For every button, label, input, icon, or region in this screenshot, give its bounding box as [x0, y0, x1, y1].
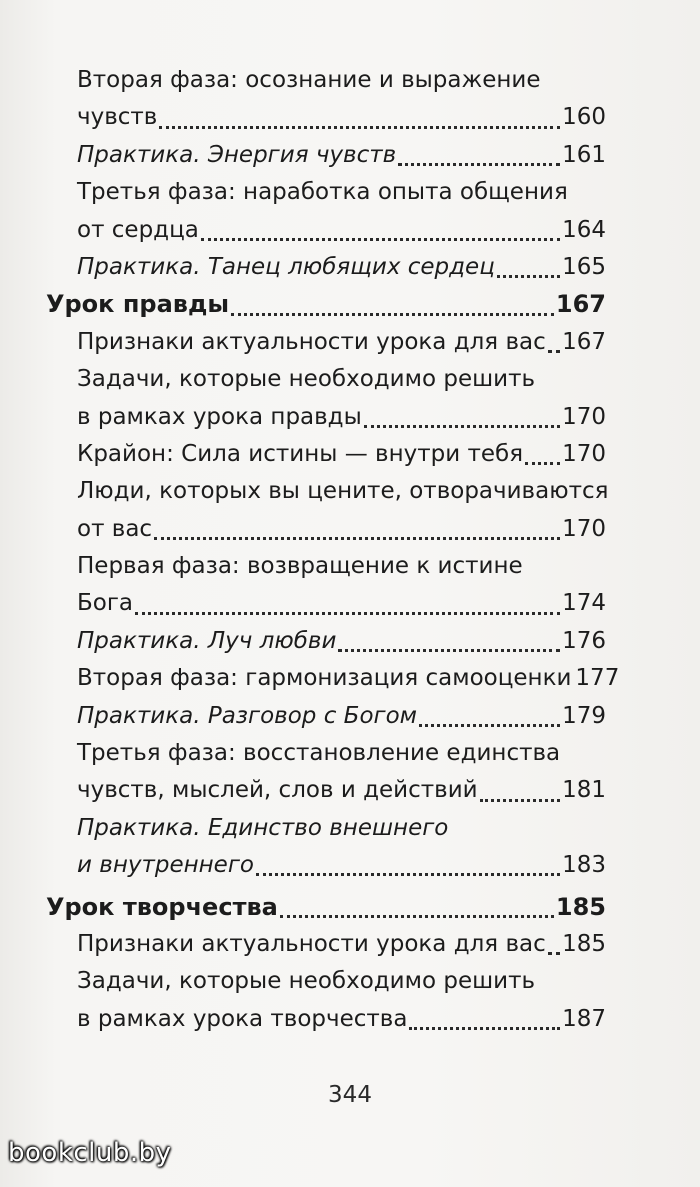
toc-entry-page: 165	[562, 253, 606, 280]
toc-entry	[46, 548, 606, 585]
toc-entry-title: Первая фаза: возвращение к истине	[77, 553, 523, 580]
page-number: 344	[328, 1082, 372, 1108]
toc-entry-title: в рамках урока правды	[77, 403, 362, 430]
toc-entry-title: от сердца	[77, 216, 199, 243]
toc-entry-page: 170	[562, 440, 606, 467]
dot-leader	[135, 612, 560, 615]
dot-leader	[280, 915, 554, 918]
toc-entry	[46, 212, 606, 249]
toc-entry-page: 170	[562, 515, 606, 542]
toc-entry	[46, 660, 620, 697]
toc-entry-title: Признаки актуальности урока для вас	[77, 328, 546, 355]
toc-entry	[46, 324, 606, 361]
toc-entry-page: 177	[575, 665, 620, 692]
toc-entry-title: Третья фаза: наработка опыта общения	[77, 179, 568, 206]
toc-entry	[46, 889, 606, 926]
toc-entry	[46, 623, 606, 660]
toc-entry-page: 183	[562, 852, 606, 879]
toc-entry	[46, 926, 606, 963]
toc-entry-title: Вторая фаза: осознание и выражение	[77, 67, 541, 93]
toc-entry-title: Задачи, которые необходимо решить	[77, 366, 536, 393]
dot-leader	[548, 350, 560, 353]
toc-entry-page: 176	[562, 627, 606, 654]
toc-entry-page: 160	[562, 104, 606, 131]
toc-entry-title: Бога	[77, 590, 134, 617]
toc-entry-page: 187	[562, 1005, 606, 1032]
toc-entry	[46, 511, 606, 548]
toc-entry-title: Практика. Разговор с Богом	[77, 702, 418, 729]
toc-entry	[46, 473, 609, 510]
dot-leader	[480, 799, 561, 802]
dot-leader	[201, 238, 560, 241]
toc-entry	[46, 249, 606, 286]
dot-leader	[525, 462, 560, 465]
toc-entry	[46, 286, 606, 323]
toc-entry	[46, 1001, 606, 1038]
watermark: bookclub.by	[8, 1138, 172, 1168]
toc-entry-title: Практика. Единство внешнего	[77, 814, 449, 841]
table-of-contents	[46, 62, 620, 1038]
toc-entry	[46, 62, 606, 99]
toc-entry	[46, 436, 606, 473]
toc-entry	[46, 99, 606, 136]
toc-entry-title: Урок правды	[46, 290, 230, 319]
toc-entry-title: и внутреннего	[77, 852, 254, 879]
toc-entry-page: 167	[562, 328, 606, 355]
dot-leader	[338, 649, 560, 652]
toc-entry	[46, 698, 606, 735]
toc-entry	[46, 361, 606, 398]
dot-leader	[159, 126, 560, 129]
toc-entry-title: Вторая фаза: гармонизация самооценки	[77, 665, 572, 692]
toc-entry	[46, 847, 606, 884]
toc-entry-title: Практика. Энергия чувств	[77, 141, 397, 168]
toc-entry-title: Задачи, которые необходимо решить	[77, 968, 536, 995]
toc-entry-title: Крайон: Сила истины — внутри тебя	[77, 440, 524, 467]
toc-entry	[46, 772, 606, 809]
toc-entry	[46, 174, 606, 211]
toc-entry-page: 170	[562, 403, 606, 430]
toc-entry-title: Практика. Танец любящих сердец	[77, 253, 495, 280]
toc-entry-page: 161	[562, 141, 606, 168]
dot-leader	[548, 952, 560, 955]
toc-entry-title: Третья фаза: восстановление единства	[77, 740, 561, 767]
toc-entry	[46, 137, 606, 174]
toc-entry-page: 181	[562, 777, 606, 804]
dot-leader	[409, 1027, 560, 1030]
toc-entry-title: Практика. Луч любви	[77, 627, 337, 654]
toc-entry-page: 164	[562, 216, 606, 243]
toc-entry-title: в рамках урока творчества	[77, 1005, 408, 1032]
toc-entry	[46, 735, 606, 772]
dot-leader	[256, 873, 560, 876]
toc-entry-page: 185	[555, 892, 606, 921]
toc-entry-title: от вас	[77, 515, 153, 542]
toc-entry-title: Признаки актуальности урока для вас	[77, 930, 546, 957]
toc-entry-title: чувств, мыслей, слов и действий	[77, 777, 478, 804]
toc-entry-page: 174	[562, 590, 606, 617]
toc-entry-title: чувств	[77, 104, 158, 131]
toc-entry	[46, 585, 606, 622]
toc-entry	[46, 963, 606, 1000]
dot-leader	[154, 537, 560, 540]
toc-entry-page: 185	[562, 930, 606, 957]
dot-leader	[398, 163, 560, 166]
dot-leader	[497, 275, 560, 278]
dot-leader	[419, 724, 560, 727]
dot-leader	[231, 313, 554, 316]
toc-entry	[46, 810, 606, 847]
toc-entry-page: 167	[555, 290, 606, 319]
toc-entry	[46, 399, 606, 436]
toc-entry-page: 179	[562, 702, 606, 729]
toc-entry-title: Люди, которых вы цените, отворачиваются	[77, 478, 609, 505]
toc-entry-title: Урок творчества	[46, 892, 278, 921]
dot-leader	[364, 425, 560, 428]
